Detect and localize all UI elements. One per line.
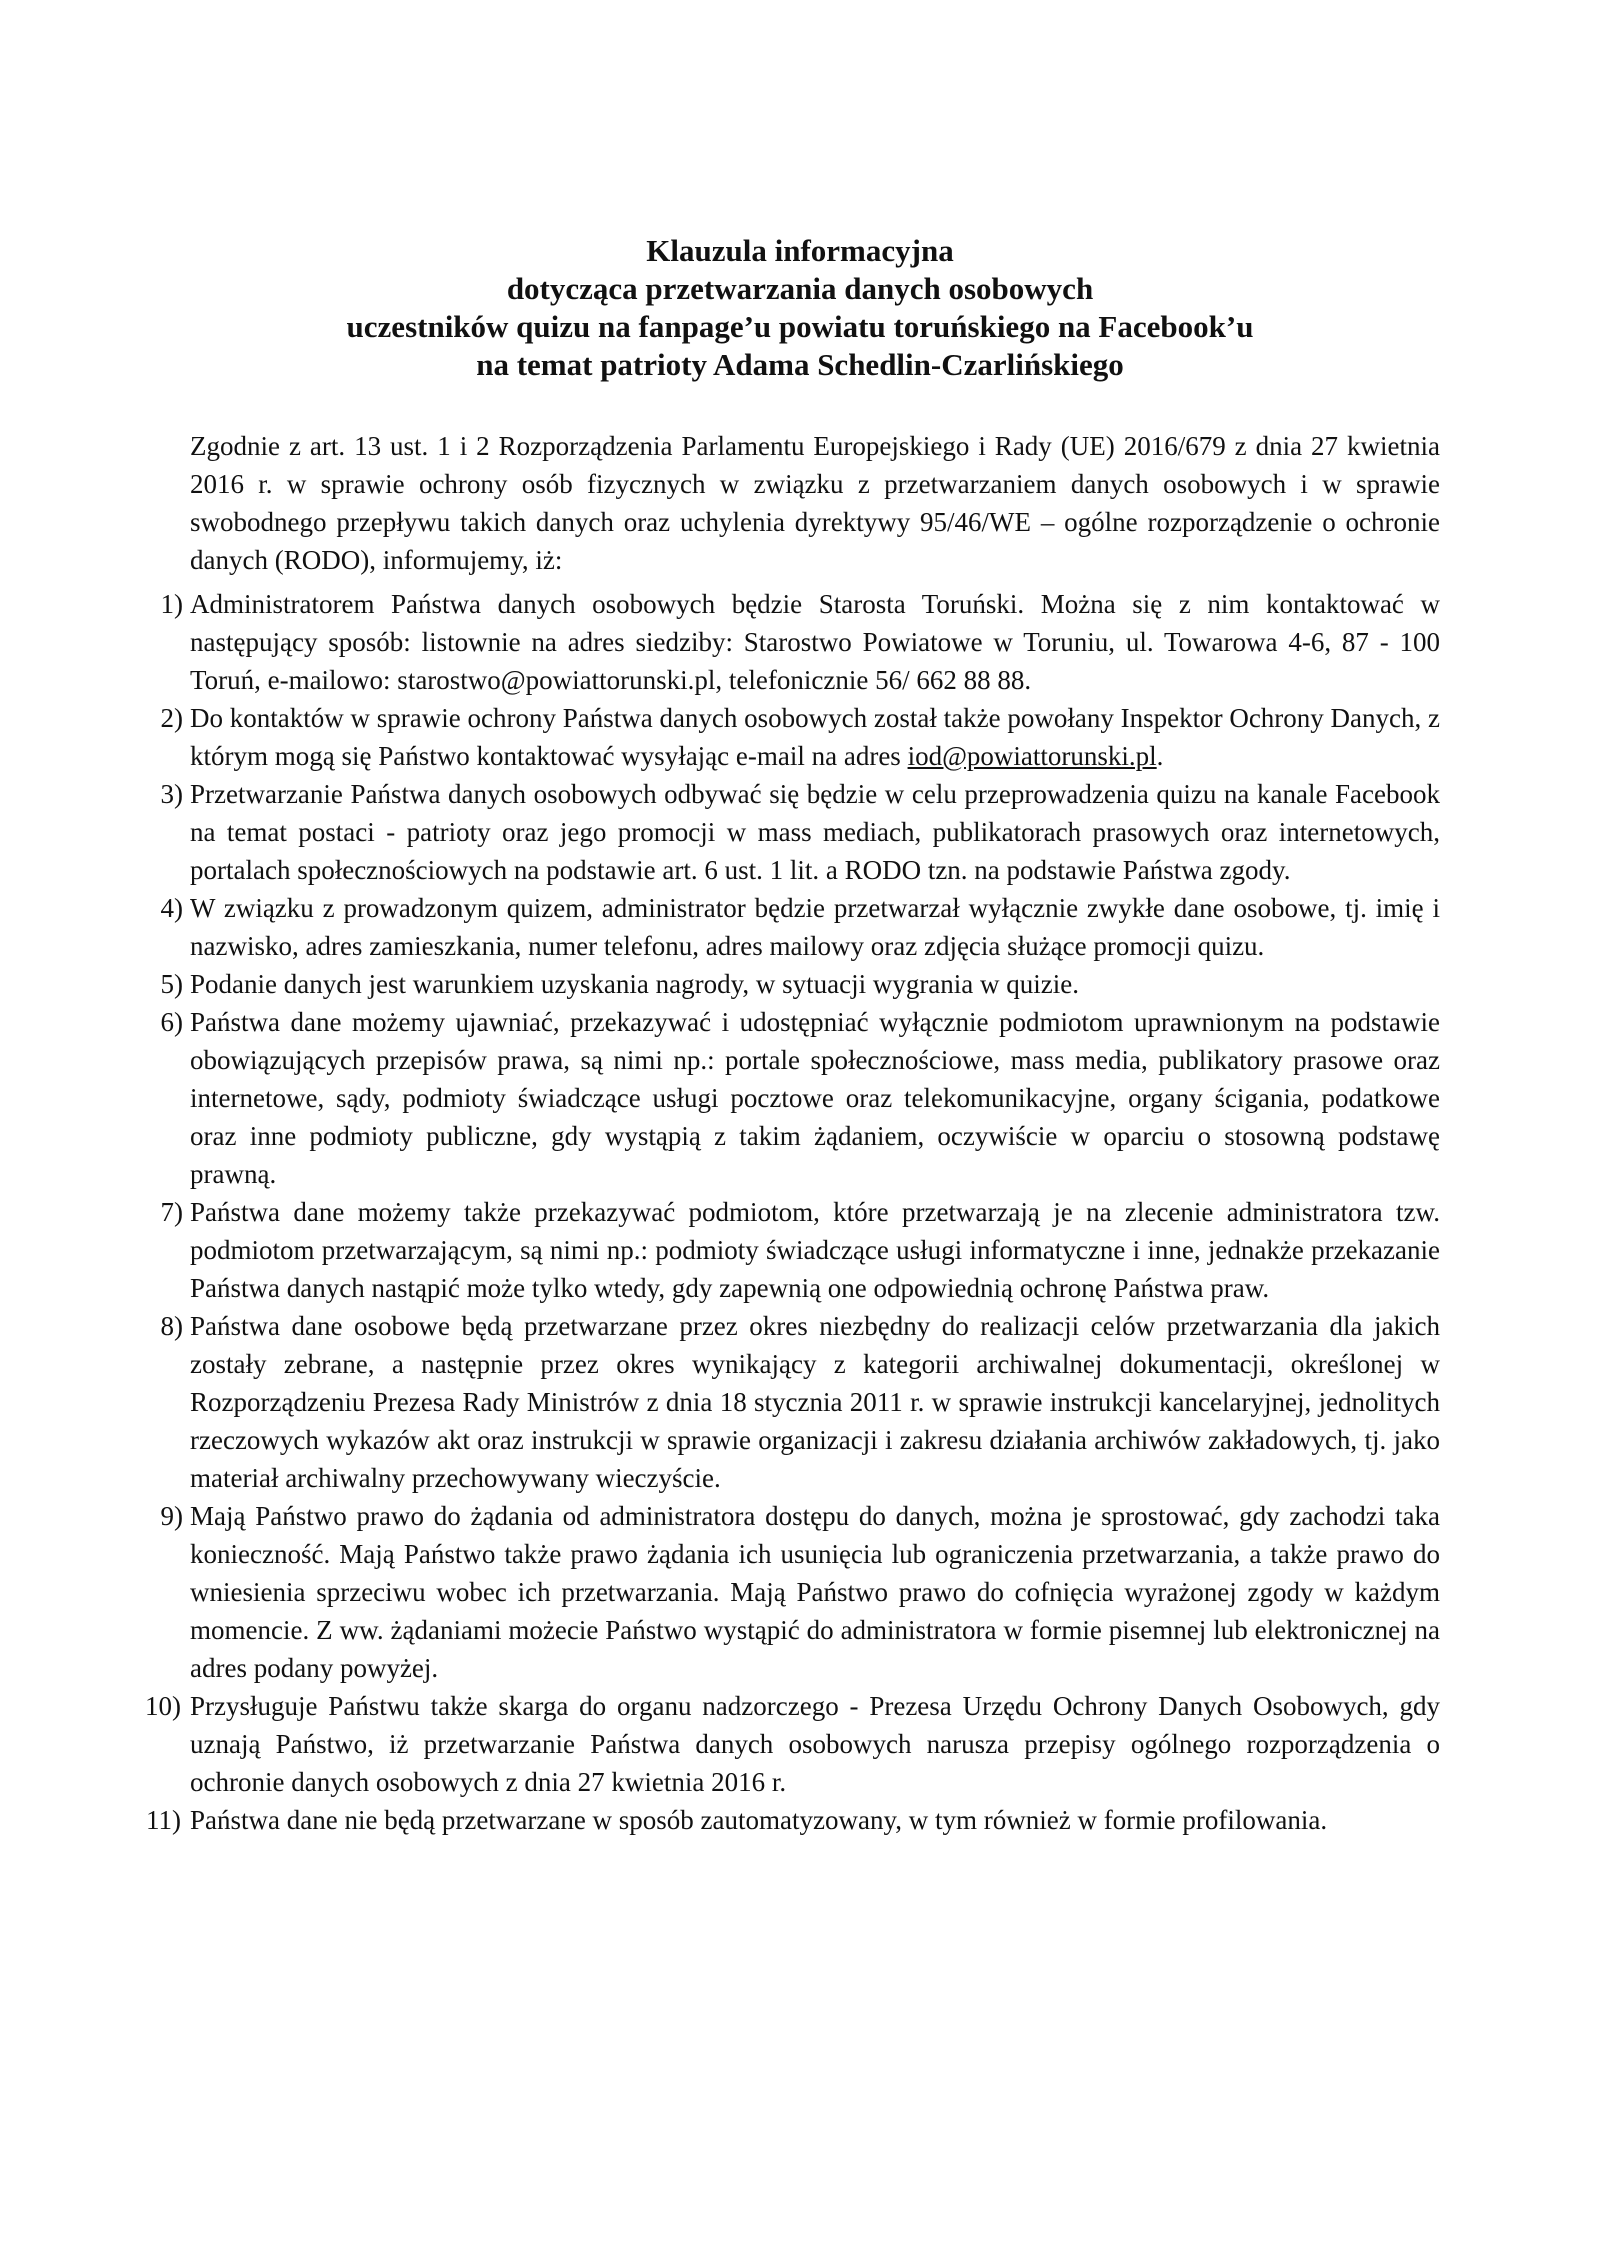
item-number: 7)	[160, 1197, 183, 1227]
list-item	[115, 1193, 1440, 1307]
item-number: 1)	[160, 589, 183, 619]
item-text: Przetwarzanie Państwa danych osobowych odbywać się będzie w celu przeprowadzenia quizu na kanale Facebook na temat postaci - patrioty oraz jego promocji w mass mediach, publikatorach prasowych oraz internetowych, portalach społecznościowych na podstawie art. 6 ust. 1 lit. a RODO tzn. na podstawie Państwa zgody.	[190, 779, 1440, 885]
list-item	[115, 1801, 1440, 1839]
clause-list	[115, 585, 1440, 1839]
item-text-part: .	[1156, 741, 1164, 771]
title-line-2: dotycząca przetwarzania danych osobowych	[506, 271, 1094, 306]
item-number: 9)	[160, 1501, 183, 1531]
email-link[interactable]: iod@powiattorunski.pl	[907, 741, 1157, 771]
item-number: 3)	[160, 779, 183, 809]
list-item	[115, 1307, 1440, 1497]
item-text: Państwa dane możemy ujawniać, przekazywać i udostępniać wyłącznie podmiotom uprawnionym na podstawie obowiązujących przepisów prawa, są nimi np.: portale społecznościowe, mass media, publikatory prasowe oraz internetowe, sądy, podmioty świadczące usługi pocztowe oraz telekomunikacyjne, organy ścigania, podatkowe oraz inne podmioty publiczne, gdy wystąpią z takim żądaniem, oczywiście w oparciu o stosowną podstawę prawną.	[190, 1007, 1440, 1189]
item-number: 2)	[160, 703, 183, 733]
list-item	[115, 1687, 1440, 1801]
item-text: Mają Państwo prawo do żądania od administratora dostępu do danych, można je sprostować, gdy zachodzi taka konieczność. Mają Państwo także prawo żądania ich usunięcia lub ograniczenia przetwarzania, a także prawo do wniesienia sprzeciwu wobec ich przetwarzania. Mają Państwo prawo do cofnięcia wyrażonej zgody w każdym momencie. Z ww. żądaniami możecie Państwo wystąpić do administratora w formie pisemnej lub elektronicznej na adres podany powyżej.	[190, 1501, 1440, 1683]
list-item	[115, 889, 1440, 965]
title-line-4: na temat patrioty Adama Schedlin-Czarlińskiego	[476, 347, 1124, 382]
item-text	[190, 699, 1440, 775]
item-text: Państwa dane nie będą przetwarzane w sposób zautomatyzowany, w tym również w formie profilowania.	[190, 1805, 1328, 1835]
item-text: Państwa dane osobowe będą przetwarzane przez okres niezbędny do realizacji celów przetwarzania dla jakich zostały zebrane, a następnie przez okres wynikający z kategorii archiwalnej dokumentacji, określonej w Rozporządzeniu Prezesa Rady Ministrów z dnia 18 stycznia 2011 r. w sprawie instrukcji kancelaryjnej, jednolitych rzeczowych wykazów akt oraz instrukcji w sprawie organizacji i zakresu działania archiwów zakładowych, tj. jako materiał archiwalny przechowywany wieczyście.	[190, 1311, 1440, 1493]
item-number: 4)	[160, 893, 183, 923]
list-item	[115, 965, 1440, 1003]
item-text: Podanie danych jest warunkiem uzyskania nagrody, w sytuacji wygrania w quizie.	[190, 969, 1079, 999]
list-item	[115, 1003, 1440, 1193]
title-line-3: uczestników quizu na fanpage’u powiatu toruńskiego na Facebook’u	[346, 309, 1254, 344]
item-number: 10)	[145, 1691, 181, 1721]
list-item	[115, 699, 1440, 775]
item-text-part: Do kontaktów w sprawie ochrony Państwa danych osobowych został także powołany Inspektor Ochrony Danych, z którym mogą się Państwo kontaktować wysyłając e-mail na adres	[190, 703, 1440, 771]
item-text: Administratorem Państwa danych osobowych będzie Starosta Toruński. Można się z nim kontaktować w następujący sposób: listownie na adres siedziby: Starostwo Powiatowe w Toruniu, ul. Towarowa 4-6, 87 - 100 Toruń, e-mailowo: starostwo@powiattorunski.pl, telefonicznie 56/ 662 88 88.	[190, 589, 1440, 695]
list-item	[115, 585, 1440, 699]
intro-paragraph: Zgodnie z art. 13 ust. 1 i 2 Rozporządzenia Parlamentu Europejskiego i Rady (UE) 2016/679 z dnia 27 kwietnia 2016 r. w sprawie ochrony osób fizycznych w związku z przetwarzaniem danych osobowych i w sprawie swobodnego przepływu takich danych oraz uchylenia dyrektywy 95/46/WE – ogólne rozporządzenie o ochronie danych (RODO), informujemy, iż:	[190, 431, 1440, 575]
list-item	[115, 775, 1440, 889]
item-number: 5)	[160, 969, 183, 999]
item-text: Przysługuje Państwu także skarga do organu nadzorczego - Prezesa Urzędu Ochrony Danych Osobowych, gdy uznają Państwo, iż przetwarzanie Państwa danych osobowych narusza przepisy ogólnego rozporządzenia o ochronie danych osobowych z dnia 27 kwietnia 2016 r.	[190, 1691, 1440, 1797]
item-text: Państwa dane możemy także przekazywać podmiotom, które przetwarzają je na zlecenie administratora tzw. podmiotom przetwarzającym, są nimi np.: podmioty świadczące usługi informatyczne i inne, jednakże przekazanie Państwa danych nastąpić może tylko wtedy, gdy zapewnią one odpowiednią ochronę Państwa praw.	[190, 1197, 1440, 1303]
item-text: W związku z prowadzonym quizem, administrator będzie przetwarzał wyłącznie zwykłe dane osobowe, tj. imię i nazwisko, adres zamieszkania, numer telefonu, adres mailowy oraz zdjęcia służące promocji quizu.	[190, 893, 1440, 961]
list-item	[115, 1497, 1440, 1687]
item-number: 11)	[146, 1805, 181, 1835]
title-line-1: Klauzula informacyjna	[646, 233, 954, 268]
document-title	[0, 232, 1600, 384]
item-number: 6)	[160, 1007, 183, 1037]
item-number: 8)	[160, 1311, 183, 1341]
